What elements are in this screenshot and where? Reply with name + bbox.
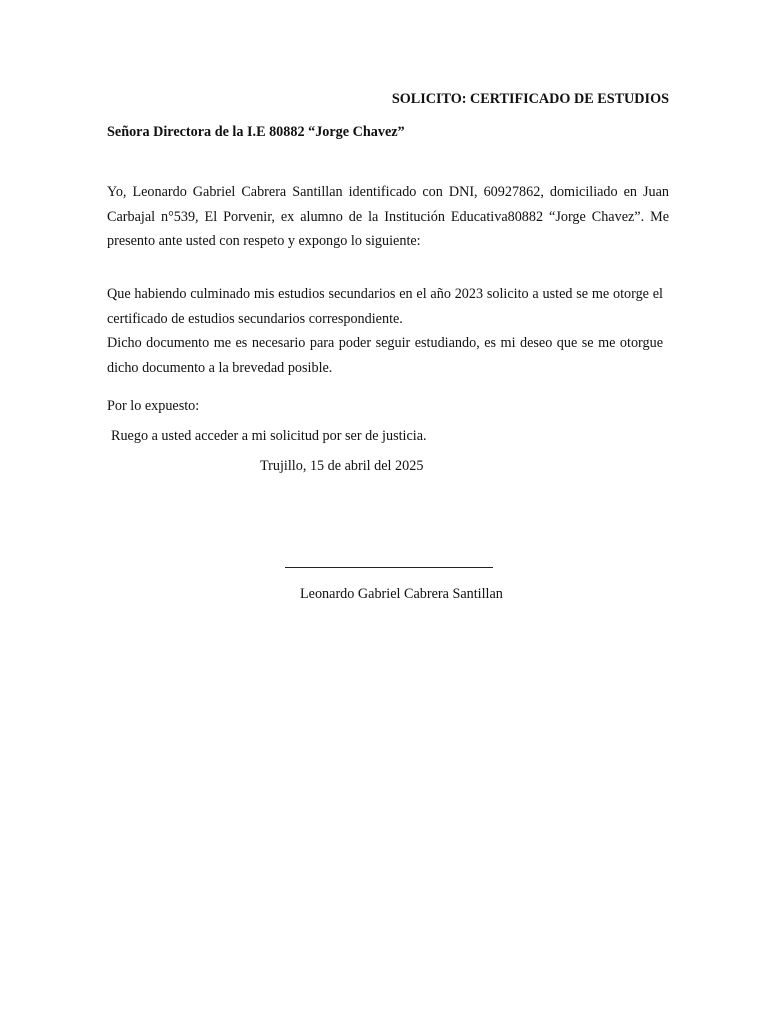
signer-name: Leonardo Gabriel Cabrera Santillan — [300, 586, 503, 602]
closing-request: Ruego a usted acceder a mi solicitud por ser de justicia. — [111, 428, 427, 444]
closing-intro: Por lo expuesto: — [107, 398, 200, 414]
signature-line — [285, 567, 493, 568]
justification-paragraph: Dicho documento me es necesario para poder seguir estudiando, es mi deseo que se me otorgue dicho documento a la brevedad posible. — [107, 335, 663, 376]
request-paragraph: Que habiendo culminado mis estudios secundarios en el año 2023 solicito a usted se me otorge el certificado de estudios secundarios correspondiente. — [107, 286, 663, 327]
addressee-line: Señora Directora de la I.E 80882 “Jorge Chavez” — [107, 124, 405, 140]
place-date: Trujillo, 15 de abril del 2025 — [260, 458, 424, 474]
intro-paragraph: Yo, Leonardo Gabriel Cabrera Santillan identificado con DNI, 60927862, domiciliado en Juan Carbajal n°539, El Porvenir, ex alumno de la Institución Educativa80882 “Jorge Chavez”. Me presento ante usted con respeto y expongo lo siguiente: — [107, 184, 669, 249]
subject-heading: SOLICITO: CERTIFICADO DE ESTUDIOS — [391, 91, 669, 107]
